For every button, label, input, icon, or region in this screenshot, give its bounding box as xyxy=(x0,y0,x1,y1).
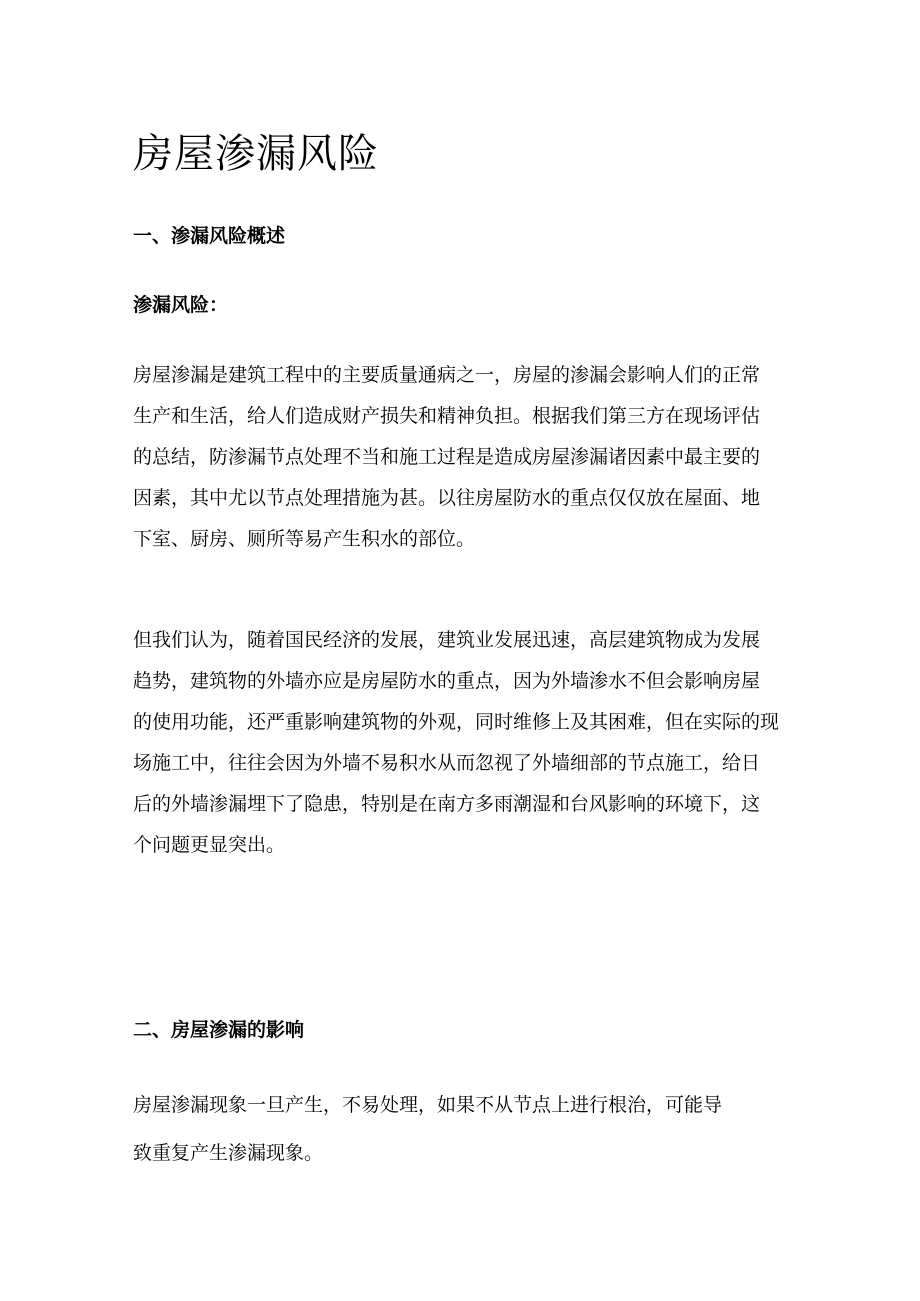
paragraph-line: 致重复产生渗漏现象。 xyxy=(133,1142,324,1164)
paragraph-line: 生产和生活，给人们造成财产损失和精神负担。根据我们第三方在现场评估 xyxy=(133,405,761,427)
paragraph-line: 房屋渗漏现象一旦产生，不易处理，如果不从节点上进行根治，可能导 xyxy=(133,1094,723,1116)
paragraph-line: 下室、厨房、厕所等易产生积水的部位。 xyxy=(133,528,476,550)
paragraph-line: 场施工中，往往会因为外墙不易积水从而忽视了外墙细部的节点施工，给日 xyxy=(133,752,761,774)
section1-paragraph2 xyxy=(133,620,779,866)
paragraph-line: 后的外墙渗漏埋下了隐患，特别是在南方多雨潮湿和台风影响的环境下，这 xyxy=(133,793,761,815)
section1-heading: 一、渗漏风险概述 xyxy=(133,225,286,247)
paragraph-line: 房屋渗漏是建筑工程中的主要质量通病之一，房屋的渗漏会影响人们的正常 xyxy=(133,364,761,386)
paragraph-line: 的总结，防渗漏节点处理不当和施工过程是造成房屋渗漏诸因素中最主要的 xyxy=(133,446,761,468)
section1-paragraph1 xyxy=(133,355,760,560)
section1-subheading: 渗漏风险： xyxy=(133,294,229,316)
paragraph-line: 因素，其中尤以节点处理措施为甚。以往房屋防水的重点仅仅放在屋面、地 xyxy=(133,487,761,509)
section2-heading: 二、房屋渗漏的影响 xyxy=(133,1019,305,1041)
paragraph-line: 趋势，建筑物的外墙亦应是房屋防水的重点，因为外墙渗水不但会影响房屋 xyxy=(133,670,761,692)
paragraph-line: 的使用功能，还严重影响建筑物的外观，同时维修上及其困难，但在实际的现 xyxy=(133,711,780,733)
paragraph-line: 但我们认为，随着国民经济的发展，建筑业发展迅速，高层建筑物成为发展 xyxy=(133,629,761,651)
document-title: 房屋渗漏风险 xyxy=(133,131,379,177)
paragraph-line: 个问题更显突出。 xyxy=(133,834,286,856)
section2-paragraph1 xyxy=(133,1081,722,1177)
